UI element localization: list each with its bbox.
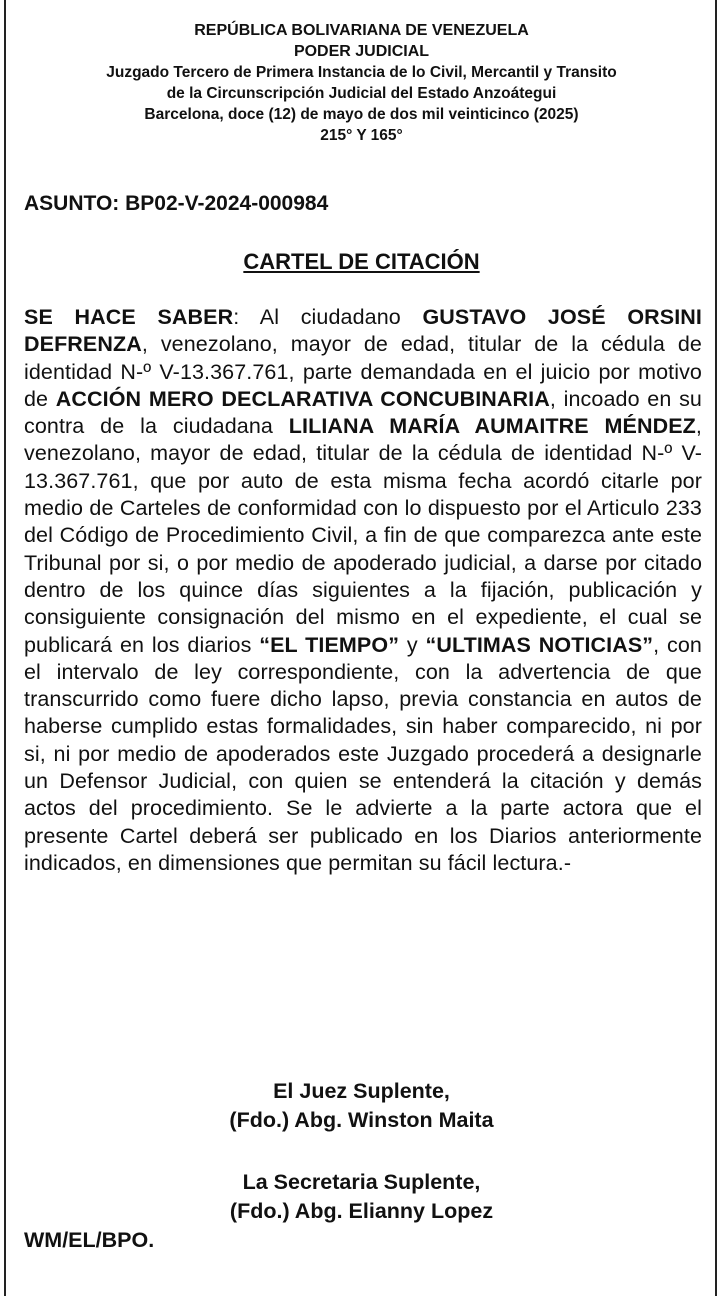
- header-republic: REPÚBLICA BOLIVARIANA DE VENEZUELA: [194, 22, 529, 39]
- header-years: 215° Y 165°: [320, 127, 403, 144]
- body-segment-4: , venezolano, mayor de edad, titular de la cédula de identidad N-º V-13.367.761, que por auto de esta misma fecha acordó citarle por medio de Carteles de conformidad con lo dispuesto por el Articulo 233 del Código de Procedimiento Civil, a fin de que comparezca ante este Tribunal por si, o por medio de apoderado judicial, a darse por citado dentro de los quince días siguientes a la fijación, publicación y consiguiente consignación del mismo en el expediente, el cual se publicará en los diarios: [24, 414, 702, 657]
- header-date: Barcelona, doce (12) de mayo de dos mil veinticinco (2025): [144, 106, 579, 123]
- header-circumscription: de la Circunscripción Judicial del Estado Anzoátegui: [166, 85, 557, 102]
- defendant-name: GUSTAVO JOSÉ ORSINI DEFRENZA: [24, 305, 702, 357]
- newspaper-2: “ULTIMAS NOTICIAS”: [425, 632, 654, 657]
- document-title: CARTEL DE CITACIÓN: [243, 249, 480, 274]
- body-segment-6: , con el intervalo de ley correspondiente, con la advertencia de que transcurrido como fuere dicho lapso, previa constancia en autos de haberse cumplido estas formalidades, sin haber comparecido, ni por si, ni por medio de apoderados este Juzgado procederá a designarle un Defensor Judicial, con quien se entenderá la citación y demás actos del procedimiento. Se le advierte a la parte actora que el presente Cartel deberá ser publicado en los Diarios anteriormente indicados, en dimensiones que permitan su fácil lectura.-: [24, 632, 702, 875]
- judge-title: El Juez Suplente,: [273, 1079, 450, 1103]
- body-segment-2: , venezolano, mayor de edad, titular de la cédula de identidad N-º V-13.367.761, parte demandada en el juicio por motivo de: [24, 332, 702, 411]
- header-judicial-power: PODER JUDICIAL: [293, 43, 430, 60]
- secretary-title: La Secretaria Suplente,: [242, 1170, 481, 1194]
- header-court: Juzgado Tercero de Primera Instancia de lo Civil, Mercantil y Transito: [106, 64, 617, 81]
- judge-signature: [0, 1077, 723, 1135]
- plaintiff-name: LILIANA MARÍA AUMAITRE MÉNDEZ: [288, 414, 696, 439]
- judge-name: (Fdo.) Abg. Winston Maita: [229, 1108, 494, 1132]
- lead-text: SE HACE SABER: [24, 305, 234, 329]
- body-segment-1: : Al ciudadano: [233, 305, 423, 329]
- newspaper-1: “EL TIEMPO”: [259, 632, 400, 657]
- secretary-signature: [0, 1168, 723, 1226]
- document-initials: WM/EL/BPO.: [24, 1228, 155, 1252]
- document-header: [0, 20, 723, 146]
- case-motive: ACCIÓN MERO DECLARATIVA CONCUBINARIA: [55, 386, 550, 411]
- secretary-name: (Fdo.) Abg. Elianny Lopez: [229, 1199, 494, 1223]
- citation-body: [24, 304, 702, 877]
- body-segment-3: , incoado en su contra de la ciudadana: [24, 386, 702, 439]
- case-number: ASUNTO: BP02-V-2024-000984: [24, 192, 329, 215]
- body-segment-5: y: [399, 632, 426, 657]
